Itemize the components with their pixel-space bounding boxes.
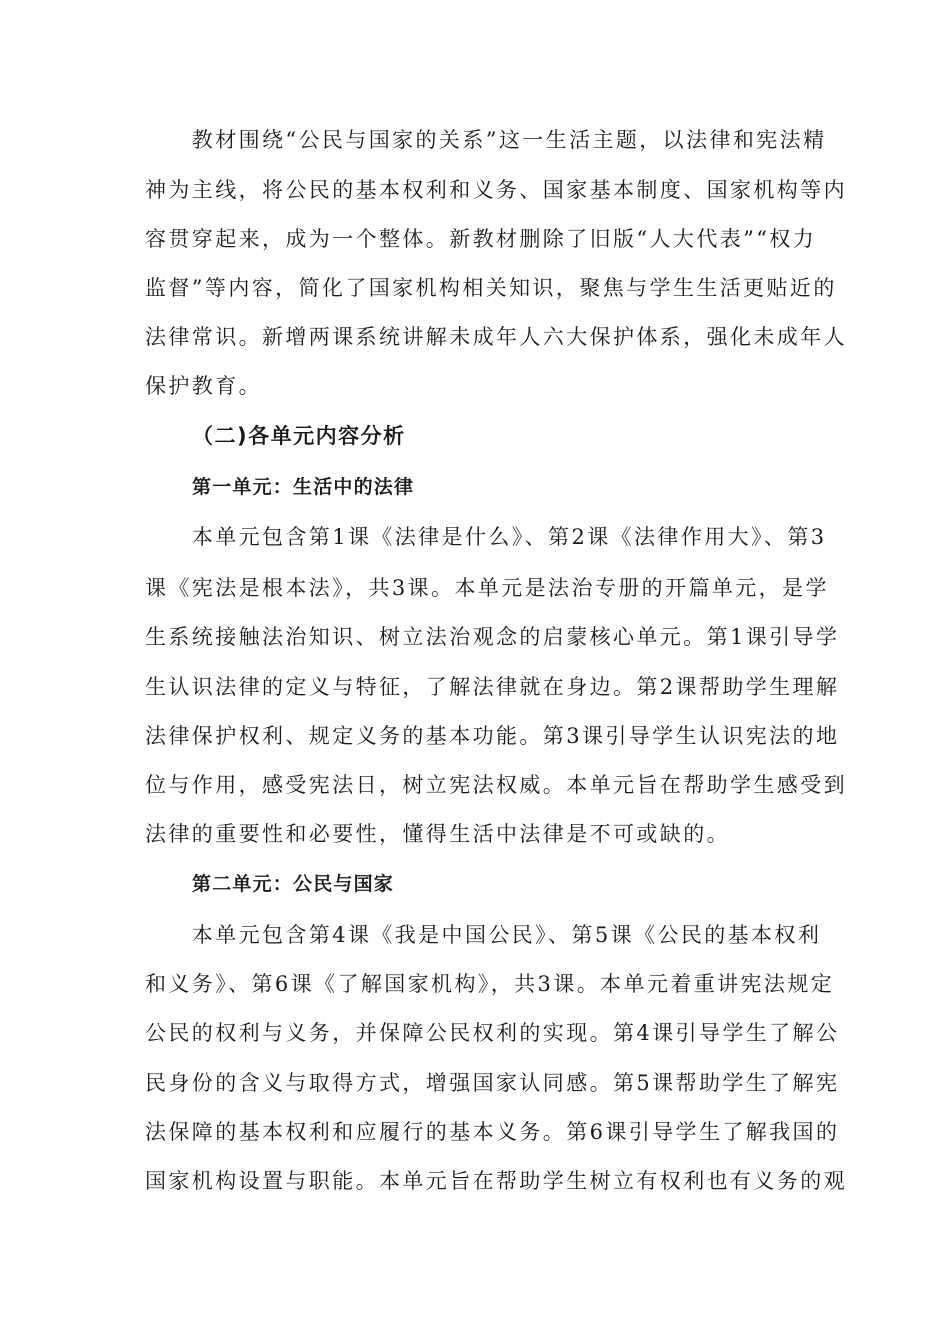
text-line: 法保障的基本权利和应履行的基本义务。第6课引导学生了解我国的 <box>145 1120 840 1144</box>
text-line: 本单元包含第4课《我是中国公民》、第5课《公民的基本权利 <box>145 923 822 947</box>
text-line: 课《宪法是根本法》，共3课。本单元是法治专册的开篇单元，是学 <box>145 576 829 600</box>
text-line: 监督”等内容，简化了国家机构相关知识，聚焦与学生生活更贴近的 <box>145 276 837 300</box>
text-line: 和义务》、第6课《了解国家机构》，共3课。本单元着重讲宪法规定 <box>145 972 835 996</box>
text-line: 法律的重要性和必要性，懂得生活中法律是不可或缺的。 <box>145 822 730 846</box>
text-line: 保护教育。 <box>145 374 262 398</box>
text-line: 公民的权利与义务，并保障公民权利的实现。第4课引导学生了解公 <box>145 1021 840 1045</box>
text-line: 民身份的含义与取得方式，增强国家认同感。第5课帮助学生了解宪 <box>145 1071 840 1095</box>
section-heading: （二)各单元内容分析 <box>192 424 406 448</box>
unit2-heading: 第二单元：公民与国家 <box>192 873 395 895</box>
text-line: 法律保护权利、规定义务的基本功能。第3课引导学生认识宪法的地 <box>145 724 840 748</box>
text-line: 神为主线，将公民的基本权利和义务、国家基本制度、国家机构等内 <box>145 178 847 202</box>
text-line: 位与作用，感受宪法日，树立宪法权威。本单元旨在帮助学生感受到 <box>145 773 847 797</box>
text-line: 教材围绕“公民与国家的关系”这一生活主题，以法律和宪法精 <box>145 128 827 152</box>
text-line: 国家机构设置与职能。本单元旨在帮助学生树立有权利也有义务的观 <box>145 1169 847 1193</box>
text-line: 本单元包含第1课《法律是什么》、第2课《法律作用大》、第3 <box>145 525 827 549</box>
text-line: 生系统接触法治知识、树立法治观念的启蒙核心单元。第1课引导学 <box>145 625 840 649</box>
text-line: 生认识法律的定义与特征，了解法律就在身边。第2课帮助学生理解 <box>145 675 840 699</box>
unit1-heading: 第一单元：生活中的法律 <box>192 476 415 498</box>
text-line: 容贯穿起来，成为一个整体。新教材删除了旧版“人大代表”“权力 <box>145 227 817 251</box>
text-line: 法律常识。新增两课系统讲解未成年人六大保护体系，强化未成年人 <box>145 325 847 349</box>
